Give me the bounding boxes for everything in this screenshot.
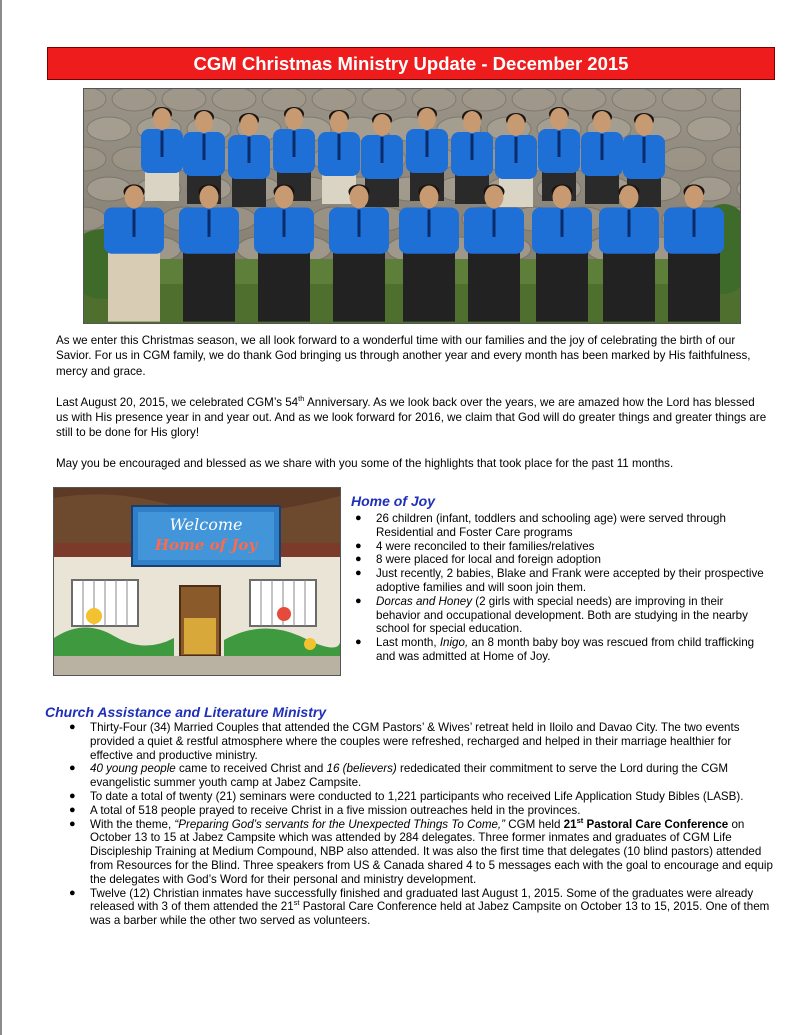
bullet-dot-icon: ●	[69, 789, 76, 802]
bullet-dot-icon: ●	[355, 539, 362, 552]
intro-paragraph-2: Last August 20, 2015, we celebrated CGM’s 54th Anniversary. As we look back over the years, we are amazed how the Lord has blessed us with His presence year in and year out. And as we look forward for 2016, we claim that God will do greater things and greater things are still to be done for His glory!	[56, 393, 767, 440]
bullet-dot-icon: ●	[355, 567, 362, 580]
bullet-dot-icon: ●	[69, 803, 76, 816]
staff-group-photo	[83, 88, 741, 324]
home-of-joy-section	[351, 492, 771, 664]
bullet-dot-icon: ●	[355, 594, 362, 607]
list-item: ● A total of 518 people prayed to receive Christ in a five mission outreaches held in the provinces.	[69, 803, 581, 817]
list-item: ● 40 young people came to received Christ and 16 (believers) rededicated their commitment to serve the Lord during the CGM evangelistic summer youth camp at Jabez Campsite.	[69, 762, 729, 790]
bullet-dot-icon: ●	[69, 762, 76, 775]
list-item: ● Last month, Inigo, an 8 month baby boy was rescued from child trafficking and was admitted at Home of Joy.	[355, 636, 755, 663]
welcome-sign-text: Welcome	[169, 515, 243, 534]
list-item: ● 26 children (infant, toddlers and schooling age) were served through Residential and Foster Care programs	[355, 512, 726, 539]
church-assistance-heading: Church Assistance and Literature Ministry	[45, 704, 327, 720]
bullet-dot-icon: ●	[355, 553, 362, 566]
home-of-joy-heading: Home of Joy	[351, 493, 436, 509]
page-left-border	[0, 0, 2, 1035]
list-item: ● To date a total of twenty (21) seminars were conducted to 1,221 participants who received Life Application Study Bibles (LASB).	[69, 789, 744, 803]
bullet-dot-icon: ●	[355, 636, 362, 649]
home-of-joy-sign-text: Home of Joy	[154, 536, 258, 554]
home-of-joy-list	[351, 512, 771, 664]
church-assistance-list	[65, 721, 775, 928]
bullet-dot-icon: ●	[69, 721, 76, 733]
bullet-dot-icon: ●	[69, 817, 76, 830]
list-item: ● Thirty-Four (34) Married Couples that attended the CGM Pastors’ & Wives’ retreat held in Iloilo and Davao City. The two events provided a quiet & restful atmosphere where the couples were refreshed, recharged and helped in their marriage healthier for effective and productive ministry.	[69, 721, 740, 762]
bullet-dot-icon: ●	[355, 512, 362, 524]
list-item: ● 8 were placed for local and foreign adoption	[355, 553, 601, 567]
intro-paragraph-3: May you be encouraged and blessed as we share with you some of the highlights that took place for the past 11 months.	[56, 457, 674, 471]
intro-paragraph-1: As we enter this Christmas season, we all look forward to a wonderful time with our families and the joy of celebrating the birth of our Savior. For us in CGM family, we do thank God bringing us through another year and every month has been marked by His faithfulness, mercy and grace.	[56, 334, 751, 378]
list-item: ● With the theme, “Preparing God’s servants for the Unexpected Things To Come,” CGM held 21st Pastoral Care Conference on October 13 to 15 at Jabez Campsite which was attended by 284 delegates. Three former inmates and graduates of CGM Life Discipleship Training at Medium Compound, NBP also attended. It was also the first time that delegates (10 blind pastors) attended from Resources for the Blind. Three speakers from US & Canada shared 4 to 5 messages each with the goal to encourage and equip the delegates with God’s Word for their personal and ministry development.	[69, 815, 773, 886]
church-assistance-section	[45, 703, 775, 928]
list-item: ● 4 were reconciled to their families/relatives	[355, 539, 595, 553]
list-item: ● Dorcas and Honey (2 girls with special needs) are improving in their behavior and occupational development. Both are studying in the nearby school for special education.	[355, 594, 748, 636]
home-of-joy-photo	[53, 487, 341, 676]
page-title: CGM Christmas Ministry Update - December 2015	[47, 47, 775, 80]
bullet-dot-icon: ●	[69, 886, 76, 899]
list-item: ● Just recently, 2 babies, Blake and Frank were accepted by their prospective adoptive families and will soon join them.	[355, 567, 764, 594]
list-item: ● Twelve (12) Christian inmates have successfully finished and graduated last August 1, 2015. Some of the graduates were already released with 3 of them attended the 21st Pastoral Care Conference held at Jabez Campsite on October 13 to 15, 2015. One of them was a barber while the other two served as volunteers.	[69, 886, 770, 928]
intro-text	[56, 333, 768, 487]
